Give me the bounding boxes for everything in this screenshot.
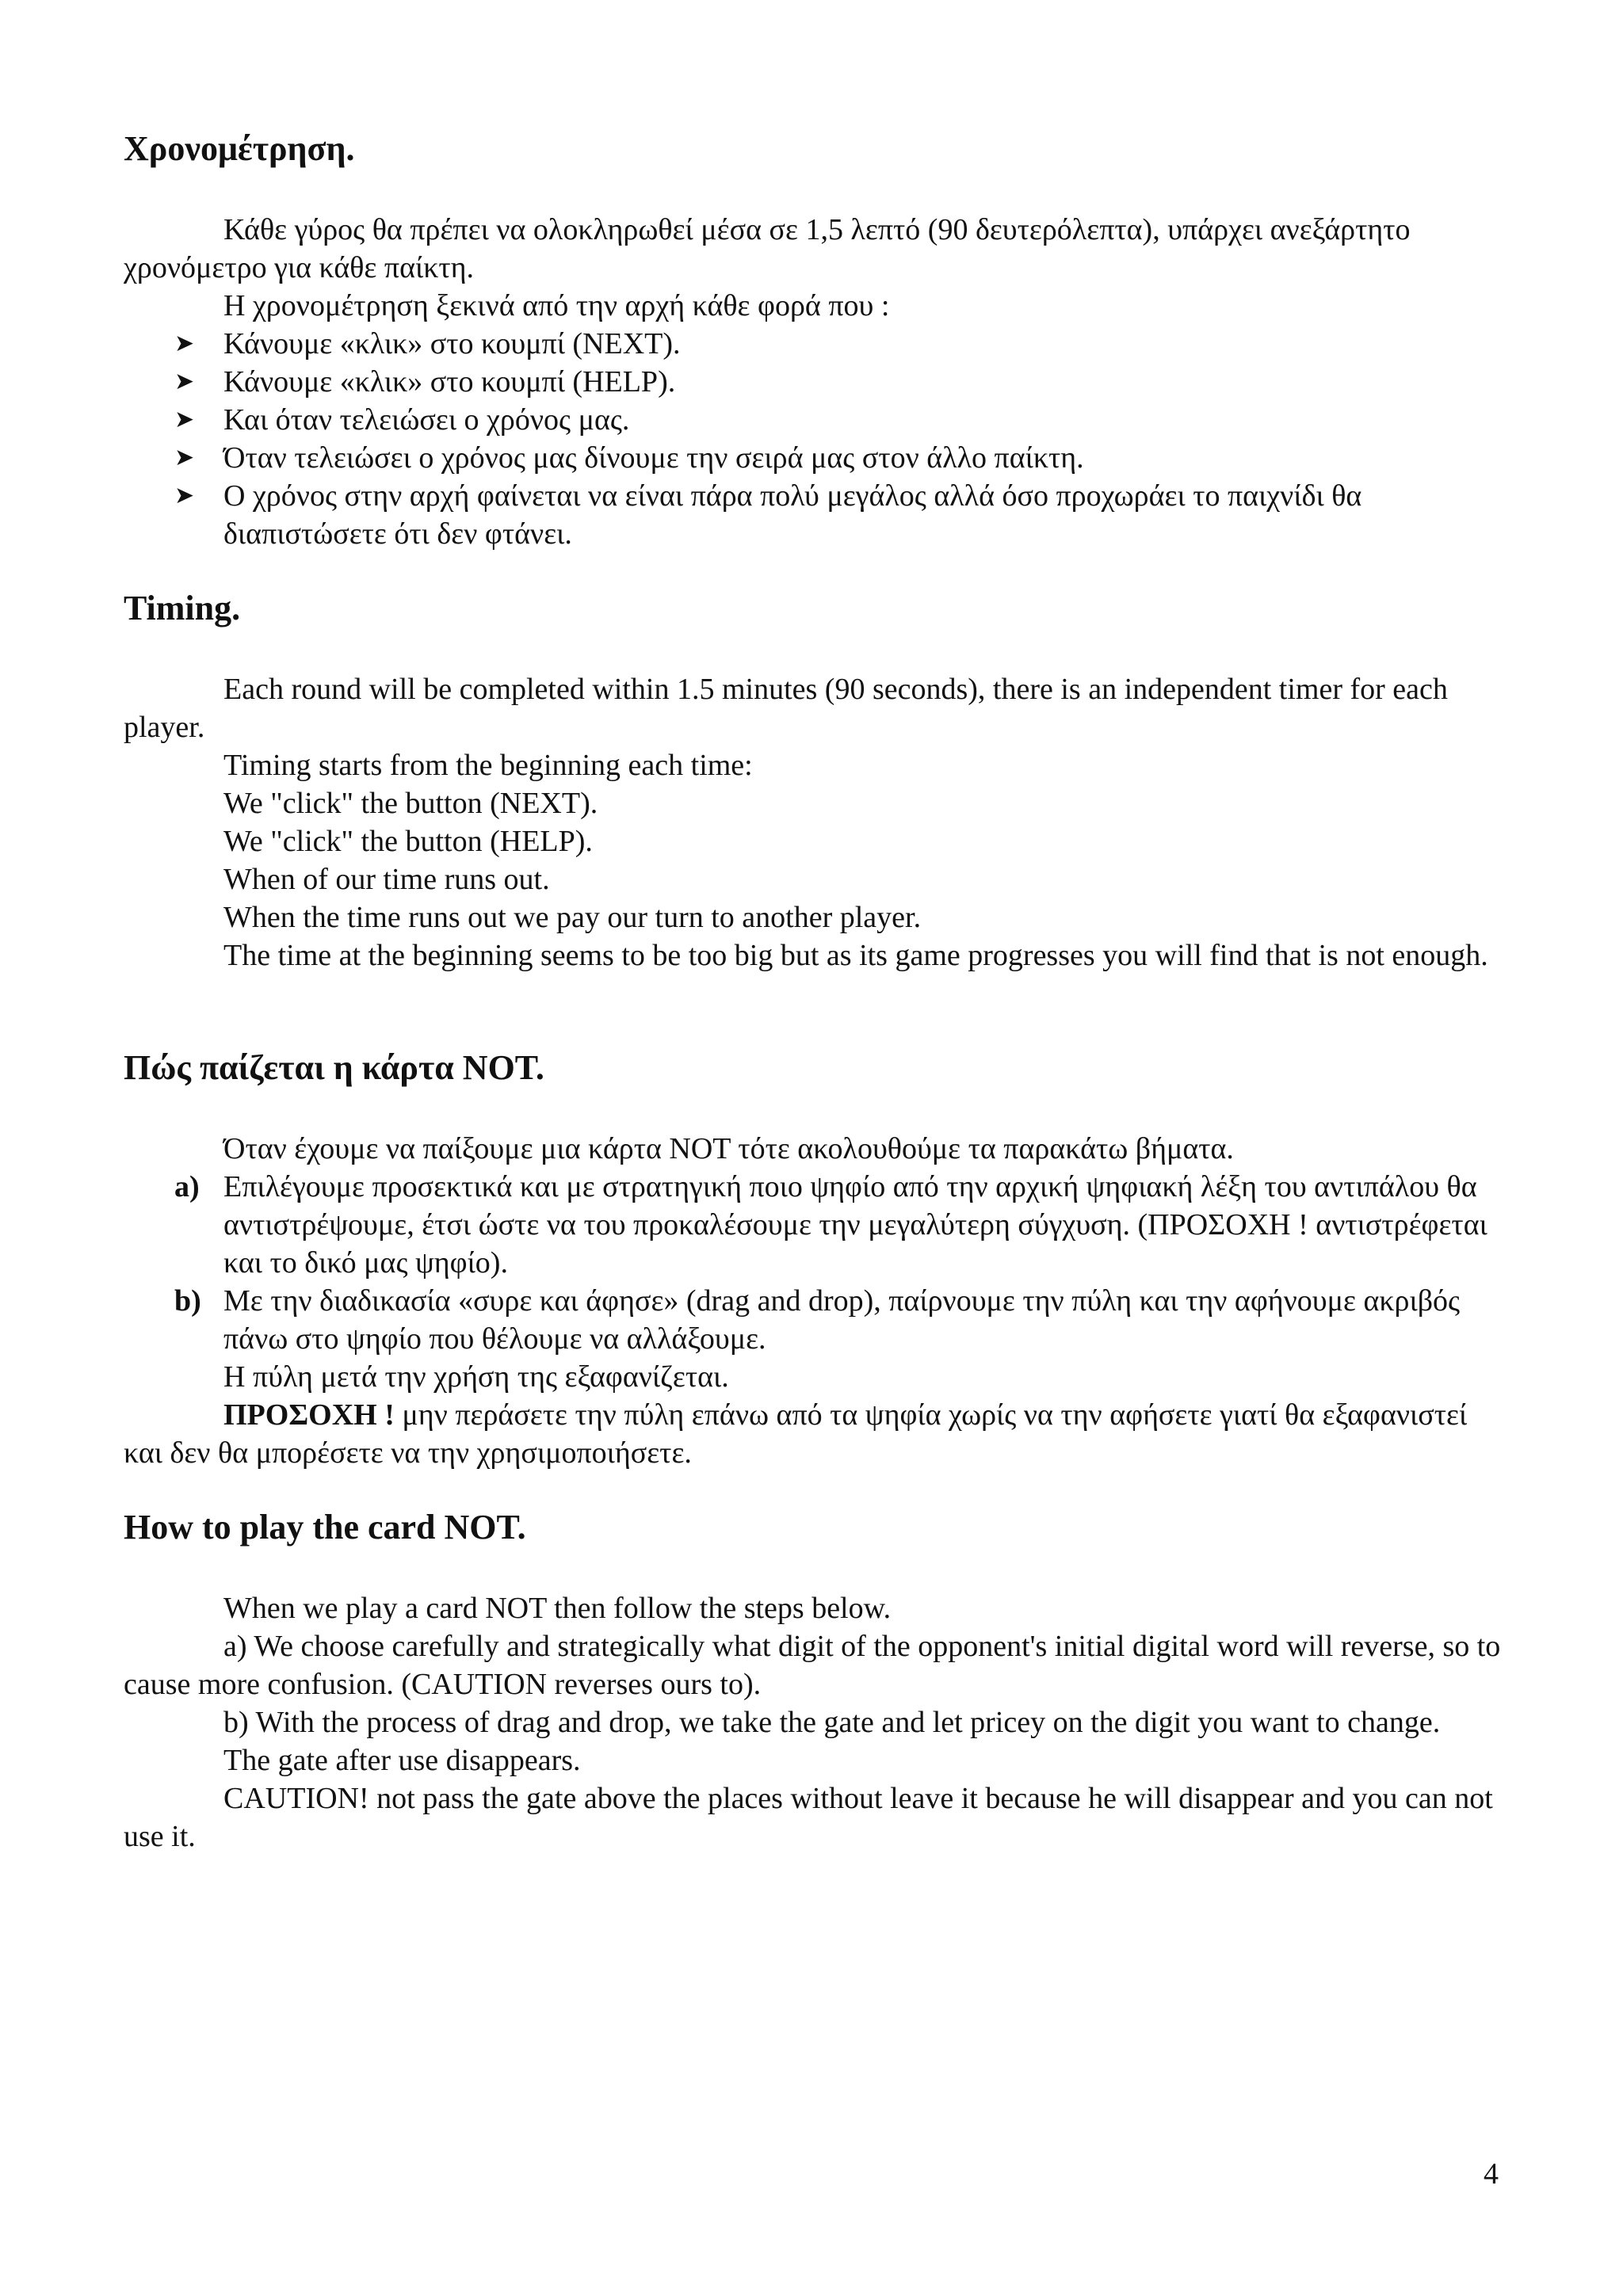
- paragraph: When of our time runs out.: [223, 863, 550, 896]
- arrow-bullet-icon: ➤: [174, 368, 195, 395]
- page-number: 4: [1484, 2157, 1499, 2191]
- heading-english-timing: Timing.: [124, 589, 241, 627]
- paragraph: We "click" the button (NEXT).: [223, 787, 598, 820]
- caution-label: ΠΡΟΣΟΧΗ !: [223, 1398, 395, 1432]
- heading-greek-not-card: Πώς παίζεται η κάρτα NOT.: [124, 1048, 544, 1087]
- paragraph: Όταν έχουμε να παίξουμε μια κάρτα NOT τότε ακολουθούμε τα παρακάτω βήματα.: [223, 1132, 1234, 1165]
- section-english-timing: [124, 586, 1510, 974]
- paragraph: We "click" the button (HELP).: [223, 825, 593, 858]
- arrow-bullet-icon: ➤: [174, 330, 195, 357]
- list-item: b) Με την διαδικασία «συρε και άφησε» (drag and drop), παίρνουμε την πύλη και την αφήνουμε ακριβός πάνω στο ψηφίο που θέλουμε να αλλάξουμε.: [124, 1282, 1510, 1358]
- paragraph: Timing starts from the beginning each time:: [223, 749, 753, 782]
- paragraph: Κάθε γύρος θα πρέπει να ολοκληρωθεί μέσα σε 1,5 λεπτό (90 δευτερόλεπτα), υπάρχει ανεξάρτητο χρονόμετρο για κάθε παίκτη.: [124, 213, 1411, 284]
- paragraph: b) With the process of drag and drop, we take the gate and let pricey on the digit you want to change.: [223, 1706, 1441, 1739]
- paragraph: ΠΡΟΣΟΧΗ ! μην περάσετε την πύλη επάνω από τα ψηφία χωρίς να την αφήσετε γιατί θα εξαφανιστεί και δεν θα μπορέσετε να την χρησιμοποιήσετε.: [124, 1398, 1468, 1470]
- list-item: ➤ Κάνουμε «κλικ» στο κουμπί (NEXT).: [124, 325, 1510, 363]
- paragraph: Η χρονομέτρηση ξεκινά από την αρχή κάθε φορά που :: [223, 289, 890, 322]
- paragraph: Each round will be completed within 1.5 minutes (90 seconds), there is an independent timer for each player.: [124, 673, 1448, 744]
- paragraph: The gate after use disappears.: [223, 1744, 581, 1777]
- list-item: ➤ Όταν τελειώσει ο χρόνος μας δίνουμε την σειρά μας στον άλλο παίκτη.: [124, 439, 1510, 477]
- list-item: ➤ Ο χρόνος στην αρχή φαίνεται να είναι πάρα πολύ μεγάλος αλλά όσο προχωράει το παιχνίδι θα διαπιστώσετε ότι δεν φτάνει.: [124, 477, 1510, 553]
- arrow-bullet-icon: ➤: [174, 406, 195, 433]
- section-greek-timing: [124, 127, 1510, 553]
- arrow-bullet-icon: ➤: [174, 444, 195, 471]
- list-item: a) Επιλέγουμε προσεκτικά και με στρατηγική ποιο ψηφίο από την αρχική ψηφιακή λέξη του αντιπάλου θα αντιστρέψουμε, έτσι ώστε να του προκαλέσουμε την μεγαλύτερη σύγχυση. (ΠΡΟΣΟΧΗ ! αντιστρέφεται και το δικό μας ψηφίο).: [124, 1168, 1510, 1282]
- paragraph: a) We choose carefully and strategically what digit of the opponent's initial digital word will reverse, so to cause more confusion. (CAUTION reverses ours to).: [124, 1630, 1501, 1701]
- arrow-bullet-icon: ➤: [174, 482, 195, 509]
- section-greek-not-card: [124, 1046, 1510, 1472]
- paragraph: When the time runs out we pay our turn to another player.: [223, 901, 922, 934]
- list-item: ➤ Κάνουμε «κλικ» στο κουμπί (HELP).: [124, 363, 1510, 401]
- paragraph: When we play a card NOT then follow the steps below.: [223, 1592, 892, 1625]
- paragraph: The time at the beginning seems to be too big but as its game progresses you will find that is not enough.: [223, 939, 1488, 972]
- list-item: ➤ Και όταν τελειώσει ο χρόνος μας.: [124, 401, 1510, 439]
- section-english-not-card: [124, 1505, 1510, 1855]
- list-label: a): [174, 1170, 200, 1203]
- paragraph: CAUTION! not pass the gate above the places without leave it because he will disappear and you can not use it.: [124, 1782, 1493, 1853]
- paragraph: Η πύλη μετά την χρήση της εξαφανίζεται.: [223, 1360, 729, 1394]
- heading-english-not-card: How to play the card NOT.: [124, 1508, 526, 1547]
- heading-greek-timing: Χρονομέτρηση.: [124, 129, 355, 168]
- list-label: b): [174, 1284, 201, 1318]
